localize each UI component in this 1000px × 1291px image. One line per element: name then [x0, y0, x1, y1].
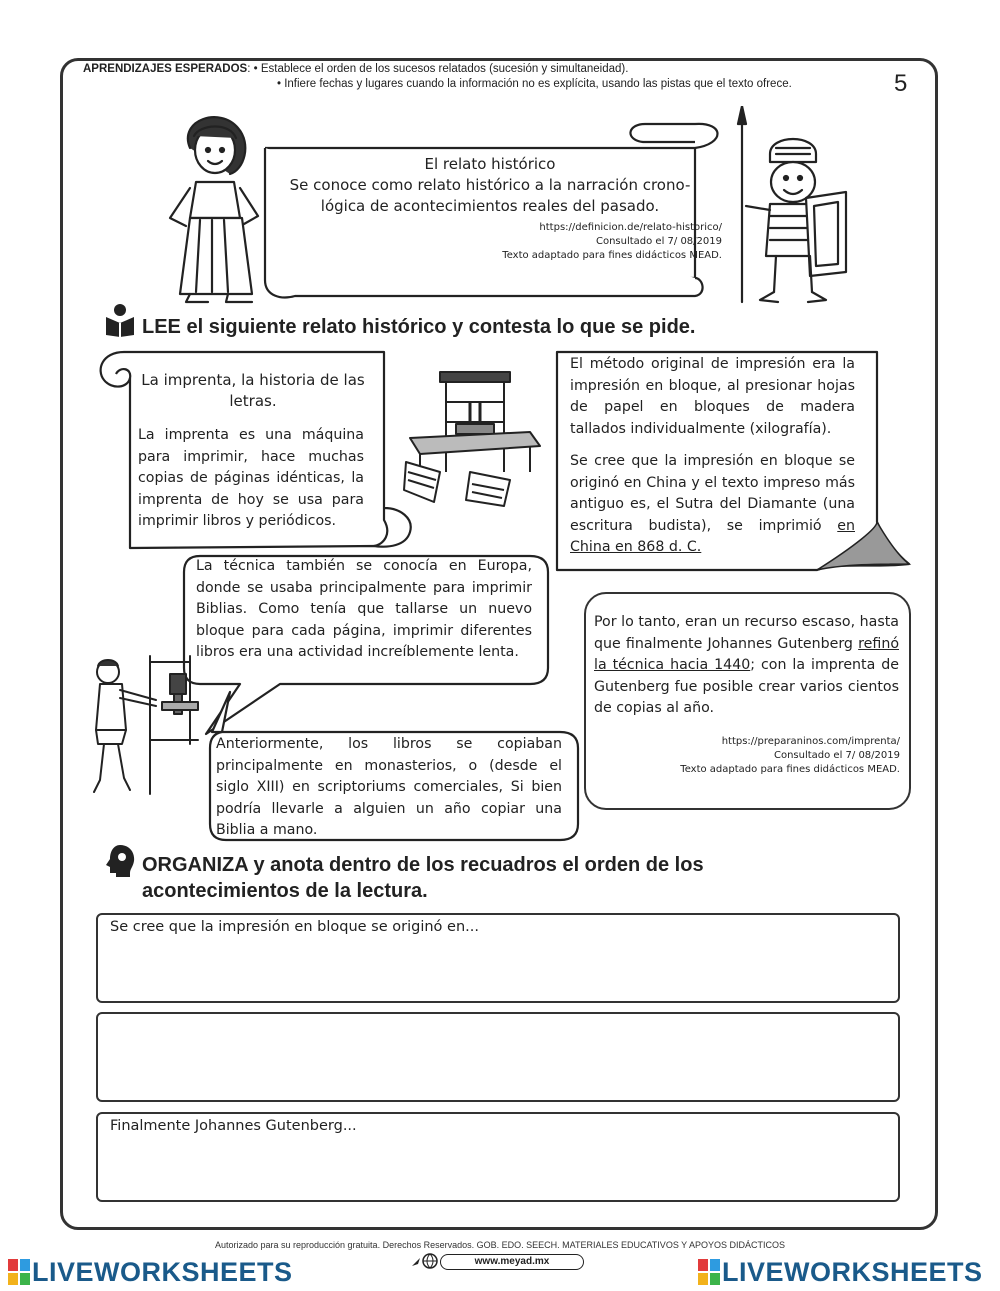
- answer-box-1[interactable]: [96, 913, 900, 1003]
- gutenberg-source-date: Consultado el 7/ 08/2019: [773, 750, 900, 761]
- answer-input-3[interactable]: [108, 1142, 888, 1192]
- intro-source: [400, 221, 722, 263]
- gutenberg-text-pre: Por lo tanto, eran un recurso escaso, hasta que finalmente Johannes Gutenberg: [594, 614, 899, 652]
- gutenberg-date: refinó la técnica hacia 1440: [594, 635, 899, 673]
- gutenberg-source-url: https://preparaninos.com/imprenta/: [721, 736, 900, 747]
- gutenberg-text: [594, 612, 899, 720]
- page-number: 5: [894, 70, 908, 97]
- greek-woman-illustration: [160, 108, 270, 304]
- intro-source-url: https://definicion.de/relato-historico/: [539, 222, 722, 233]
- website-link[interactable]: www.meyad.mx: [440, 1254, 584, 1270]
- europe-bubble-text: La técnica también se conocía en Europa, donde se usaba principalmente para imprimir Biblias. Como tenía que tallarse un nuevo bloque para cada página, imprimir diferentes libros era una actividad increíblemente lenta.: [196, 558, 532, 660]
- rights-note: Autorizado para su reproducción gratuita. Derechos Reservados. GOB. EDO. SEECH. MATERIALES EDUCATIVOS Y APOYOS DIDÁCTICOS: [214, 1240, 786, 1250]
- roman-soldier-illustration: [730, 106, 860, 308]
- printing-press-illustration: [400, 362, 550, 512]
- liveworksheets-logo-icon: [8, 1259, 30, 1285]
- reading-book-icon: [104, 303, 136, 337]
- printer-man-illustration: [86, 654, 206, 798]
- method-para-2-text: Se cree que la impresión en bloque se originó en China y el texto impreso más antiguo es, el Sutra del Diamante (una escritura budista), se imprimió: [570, 453, 855, 534]
- method-card-text: [570, 354, 855, 559]
- intro-source-date: Consultado el 7/ 08/2019: [595, 236, 722, 247]
- objectives-label: APRENDIZAJES ESPERADOS: [83, 63, 248, 75]
- learning-objectives: [83, 62, 883, 92]
- method-para-2: [570, 451, 855, 559]
- monastery-bubble-text: Anteriormente, los libros se copiaban principalmente en monasterios, o (desde el siglo XIII) en scriptoriums comerciales, Si bien podría llevarle a alguien un año copiar una Biblia a mano.: [216, 736, 562, 838]
- read-heading: LEE el siguiente relato histórico y contesta lo que se pide.: [142, 316, 696, 338]
- answer-input-1[interactable]: [108, 943, 888, 993]
- objective-2: • Infiere fechas y lugares cuando la información no es explícita, usando las pistas que el texto ofrece.: [277, 78, 792, 90]
- imprenta-body: La imprenta es una máquina para imprimir, hace muchas copias de páginas idénticas, la imprenta de hoy se usa para imprimir libros y periódicos.: [138, 427, 364, 529]
- liveworksheets-logo-icon: [698, 1259, 720, 1285]
- gutenberg-source: [600, 735, 900, 777]
- intro-text: [270, 154, 710, 217]
- organize-heading-2: acontecimientos de la lectura.: [142, 880, 428, 902]
- answer-prompt-1: Se cree que la impresión en bloque se originó en...: [110, 919, 479, 935]
- answer-input-2[interactable]: [108, 1042, 888, 1092]
- intro-source-note: Texto adaptado para fines didácticos MEAD.: [502, 250, 722, 261]
- method-para-1: El método original de impresión era la impresión en bloque, al presionar hojas de papel en bloques de madera tallados individualmente (xilografía).: [570, 356, 855, 437]
- intro-title: El relato histórico: [424, 155, 556, 173]
- answer-box-3[interactable]: [96, 1112, 900, 1202]
- organize-heading: [142, 852, 704, 904]
- method-date-china: en China en 868 d. C.: [570, 517, 855, 555]
- gutenberg-text-post: ; con la imprenta de Gutenberg fue posible crear varios cientos de copias al año.: [594, 657, 899, 716]
- organize-heading-1: ORGANIZA y anota dentro de los recuadros el orden de los: [142, 854, 704, 876]
- gutenberg-source-note: Texto adaptado para fines didácticos MEAD.: [680, 764, 900, 775]
- intro-body-1: Se conoce como relato histórico a la narración crono-: [289, 176, 691, 194]
- objective-1: : • Establece el orden de los sucesos relatados (sucesión y simultaneidad).: [247, 63, 629, 75]
- liveworksheets-brand-right: LIVEWORKSHEETS: [722, 1257, 983, 1287]
- globe-cursor-icon: [410, 1252, 440, 1270]
- answer-prompt-3: Finalmente Johannes Gutenberg...: [110, 1118, 357, 1134]
- intro-body-2: lógica de acontecimientos reales del pasado.: [320, 197, 660, 215]
- answer-box-2[interactable]: [96, 1012, 900, 1102]
- liveworksheets-brand-left: LIVEWORKSHEETS: [32, 1257, 293, 1287]
- imprenta-title: La imprenta, la historia de las letras.: [141, 371, 365, 410]
- thinking-head-icon: [104, 843, 136, 879]
